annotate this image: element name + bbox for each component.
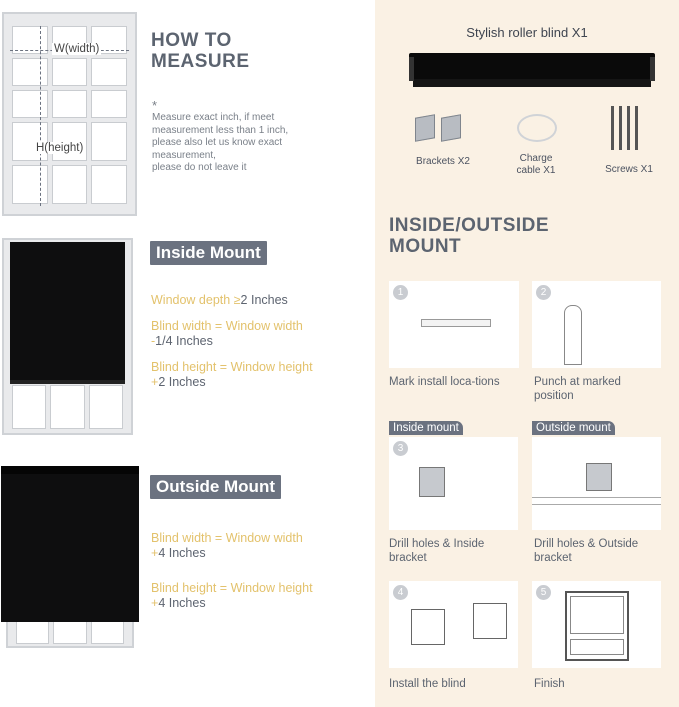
- inside-mount-badge: Inside Mount: [150, 241, 267, 265]
- step-number: 4: [393, 585, 408, 600]
- blind-install-illustration-b: [473, 603, 507, 639]
- note-line: please also let us know exact: [152, 137, 283, 148]
- note-line: please do not leave it: [152, 162, 247, 173]
- note-line: measurement less than 1 inch,: [152, 124, 289, 136]
- outside-mount-list: [151, 531, 371, 611]
- step-4-panel: [389, 581, 518, 668]
- outside-item-1: Blind width = Window width + 4 Inches: [151, 531, 303, 560]
- roller-blind-inside: [10, 242, 125, 384]
- roller-blind-product-icon: [409, 53, 655, 89]
- note-lines: [152, 112, 352, 175]
- step-number: 1: [393, 285, 408, 300]
- step-2-panel: [532, 281, 661, 368]
- how-to-measure-title: [151, 30, 250, 72]
- roller-blind-outside: [1, 466, 139, 622]
- blind-install-illustration-a: [411, 609, 445, 645]
- screws-icon: [609, 106, 639, 152]
- step-5-panel: [532, 581, 661, 668]
- step-3-outside-caption: Drill holes & Outside bracket: [534, 538, 639, 564]
- inside-mount-tab: Inside mount: [389, 421, 463, 435]
- drill-illustration: [564, 305, 582, 365]
- step-3-outside-panel: [532, 437, 661, 530]
- tape-measure-illustration: [421, 319, 491, 327]
- outside-bracket-illustration: [586, 463, 612, 491]
- brackets-label: Brackets X2: [416, 156, 470, 167]
- window-lower-panes: [16, 620, 124, 644]
- blind-headrail: [1, 466, 139, 474]
- note-asterisk: *: [152, 98, 158, 113]
- outside-item-2: Blind height = Window height + 4 Inches: [151, 581, 313, 610]
- outside-mount-tab: Outside mount: [532, 421, 615, 435]
- window-inside-mount-diagram: [2, 238, 133, 435]
- blind-bottom-rail: [10, 380, 125, 384]
- height-label: H(height): [36, 142, 84, 154]
- note-line: Measure exact inch, if meet: [152, 112, 275, 123]
- finished-window-illustration: [565, 591, 629, 661]
- step-2-caption: Punch at marked position: [534, 376, 621, 402]
- package-title: Stylish roller blind X1: [466, 25, 588, 40]
- charge-cable-icon: [517, 114, 557, 142]
- step-1-panel: [389, 281, 519, 368]
- step-1-caption: Mark install loca-tions: [389, 376, 500, 388]
- step-3-inside-panel: [389, 437, 518, 530]
- inside-item-1: Window depth ≥ 2 Inches: [151, 293, 288, 307]
- width-label: W(width): [54, 43, 100, 55]
- window-lower-panes: [12, 385, 123, 429]
- window-measure-diagram: [2, 12, 137, 216]
- step-number: 3: [393, 441, 408, 456]
- step-3-inside-caption: Drill holes & Inside bracket: [389, 538, 485, 564]
- screws-label: Screws X1: [605, 164, 653, 175]
- note-line: measurement,: [152, 149, 216, 161]
- step-number: 5: [536, 585, 551, 600]
- measure-note: [152, 99, 352, 175]
- window-upper-sash: [12, 26, 127, 118]
- step-5-caption: Finish: [534, 678, 565, 690]
- inside-item-2: Blind width = Window width - 1/4 Inches: [151, 319, 303, 348]
- brackets-icon: [413, 112, 473, 142]
- inside-bracket-illustration: [419, 467, 445, 497]
- title-line-1: HOW TO: [151, 30, 232, 51]
- outside-mount-badge: Outside Mount: [150, 475, 281, 499]
- height-dimension-line: [40, 26, 41, 206]
- wall-frame-lines: [532, 497, 661, 505]
- right-column: [375, 0, 679, 707]
- mount-section-title: INSIDE/OUTSIDE MOUNT: [389, 215, 550, 257]
- step-number: 2: [536, 285, 551, 300]
- inside-mount-list: [151, 293, 371, 390]
- charge-cable-label: Charge cable X1: [516, 153, 556, 176]
- step-4-caption: Install the blind: [389, 678, 466, 690]
- window-lower-sash: [12, 122, 127, 204]
- inside-item-3: Blind height = Window height + 2 Inches: [151, 360, 313, 389]
- title-line-2: MEASURE: [151, 51, 250, 72]
